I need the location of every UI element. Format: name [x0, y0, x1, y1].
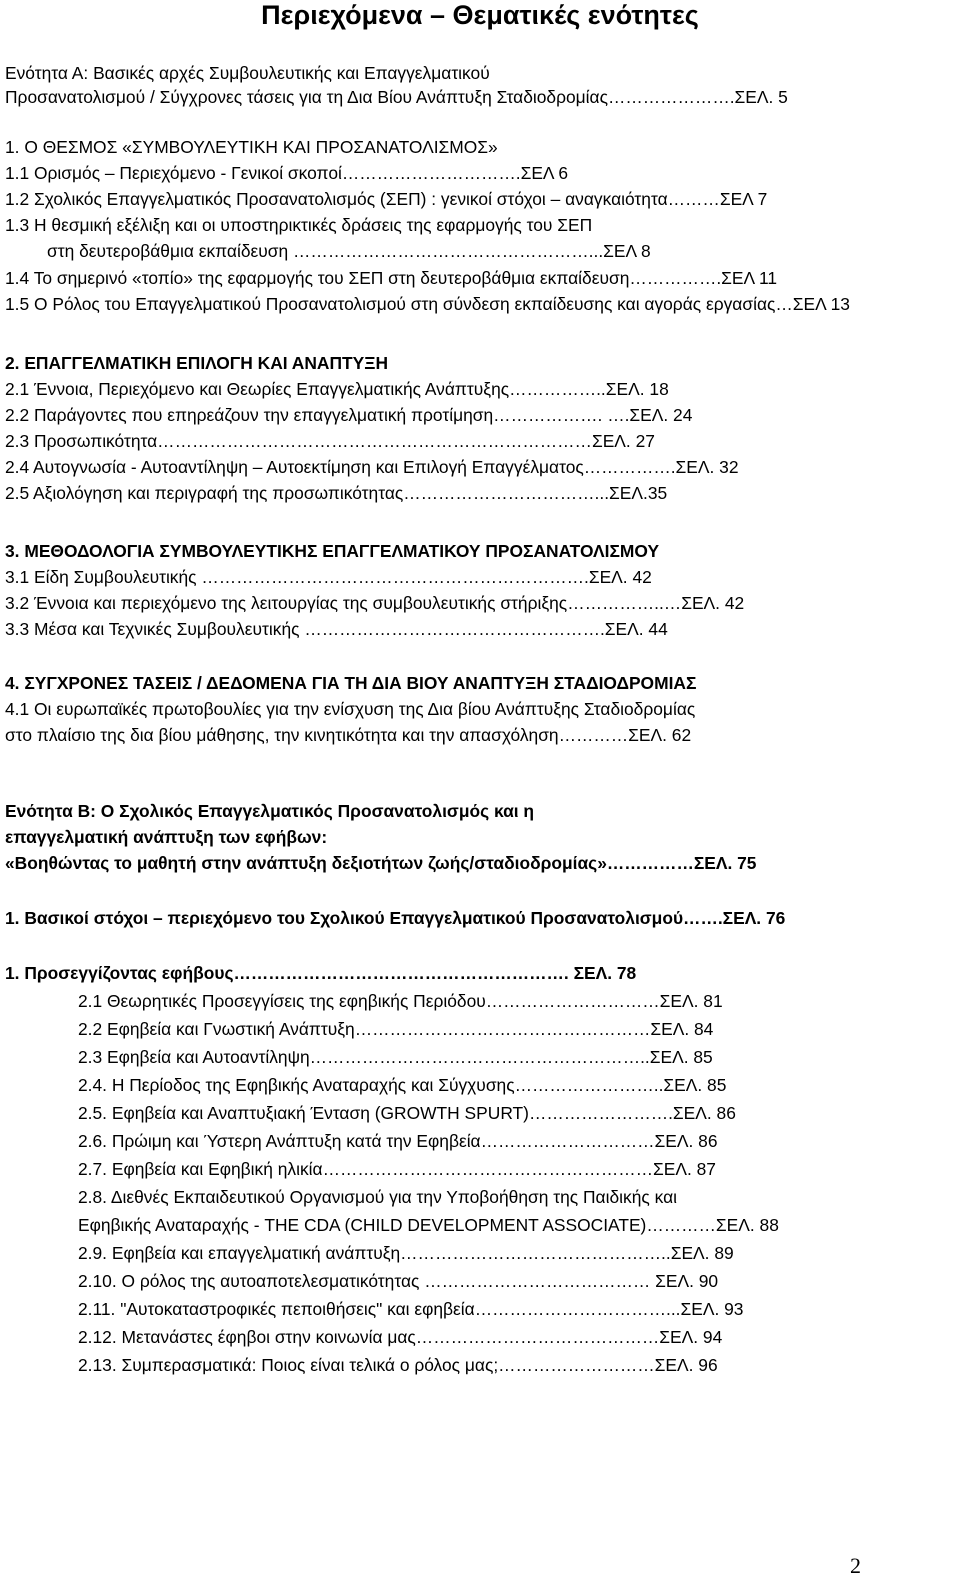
toc-entry-3-1: 3.1 Είδη Συμβουλευτικής ………………………………………………………….ΣΕΛ. 42	[5, 567, 652, 587]
toc-entry-1-2: 1.2 Σχολικός Επαγγελματικός Προσανατολισμός (ΣΕΠ) : γενικοί στόχοι – αναγκαιότητα………ΣΕΛ 7	[5, 189, 768, 209]
toc-entry-b-2-11: 2.11. "Αυτοκαταστροφικές πεποιθήσεις" και εφηβεία……………………………...ΣΕΛ. 93	[78, 1299, 744, 1319]
toc-entry-b-2-7: 2.7. Εφηβεία και Εφηβική ηλικία…………………………………………………ΣΕΛ. 87	[78, 1159, 716, 1179]
toc-entry-b-2-4: 2.4. Η Περίοδος της Εφηβικής Αναταραχής και Σύγχυσης……………………..ΣΕΛ. 85	[78, 1075, 727, 1095]
toc-entry-2-1: 2.1 Έννοια, Περιεχόμενο και Θεωρίες Επαγγελματικής Ανάπτυξης……………..ΣΕΛ. 18	[5, 379, 669, 399]
toc-entry-3-3: 3.3 Μέσα και Τεχνικές Συμβουλευτικής …………………………………………….ΣΕΛ. 44	[5, 619, 668, 639]
toc-entry-b-2-6: 2.6. Πρώιμη και Ύστερη Ανάπτυξη κατά την Εφηβεία…………………………ΣΕΛ. 86	[78, 1131, 718, 1151]
unit-a-heading-line2: Προσανατολισμού / Σύγχρονες τάσεις για τη Δια Βίου Ανάπτυξη Σταδιοδρομίας………………….ΣΕΛ. 5	[5, 87, 788, 107]
toc-entry-b-2-9: 2.9. Εφηβεία και επαγγελματική ανάπτυξη………………………………………..ΣΕΛ. 89	[78, 1243, 734, 1263]
unit-b-approach-entry: 1. Προσεγγίζοντας εφήβους…………………………………………………. ΣΕΛ. 78	[5, 963, 637, 983]
toc-entry-1-1: 1.1 Ορισμός – Περιεχόμενο - Γενικοί σκοποί………………………….ΣΕΛ 6	[5, 163, 569, 183]
toc-entry-1-3-cont: στη δευτεροβάθμια εκπαίδευση ……………………………………………...ΣΕΛ 8	[47, 241, 651, 261]
unit-a-heading-line1: Ενότητα Α: Βασικές αρχές Συμβουλευτικής και Επαγγελματικού	[5, 63, 490, 83]
toc-entry-b-2-2: 2.2 Εφηβεία και Γνωστική Ανάπτυξη……………………………………………ΣΕΛ. 84	[78, 1019, 714, 1039]
toc-entry-3-2: 3.2 Έννοια και περιεχόμενο της λειτουργίας της συμβουλευτικής στήριξης……………..…ΣΕΛ. 42	[5, 593, 745, 613]
toc-entry-b-2-12: 2.12. Μετανάστες έφηβοι στην κοινωνία μας……………………………………ΣΕΛ. 94	[78, 1327, 723, 1347]
unit-b-heading-line2: επαγγελματική ανάπτυξη των εφήβων:	[5, 827, 328, 847]
toc-entry-b-2-5: 2.5. Εφηβεία και Αναπτυξιακή Ένταση (GROWTH SPURT)…………………….ΣΕΛ. 86	[78, 1103, 736, 1123]
toc-entry-1-4: 1.4 Το σημερινό «τοπίο» της εφαρμογής του ΣΕΠ στη δευτεροβάθμια εκπαίδευση…………….ΣΕΛ 11	[5, 268, 778, 288]
chapter-2-title: 2. ΕΠΑΓΓΕΛΜΑΤΙΚΗ ΕΠΙΛΟΓΗ ΚΑΙ ΑΝΑΠΤΥΞΗ	[5, 353, 389, 373]
unit-b-heading-line1: Ενότητα Β: Ο Σχολικός Επαγγελματικός Προσανατολισμός και η	[5, 801, 535, 821]
toc-entry-1-3: 1.3 Η θεσμική εξέλιξη και οι υποστηρικτικές δράσεις της εφαρμογής του ΣΕΠ	[5, 215, 593, 235]
chapter-4-title: 4. ΣΥΓΧΡΟΝΕΣ ΤΑΣΕΙΣ / ΔΕΔΟΜΕΝΑ ΓΙΑ ΤΗ ΔΙΑ ΒΙΟΥ ΑΝΑΠΤΥΞΗ ΣΤΑΔΙΟΔΡΟΜΙΑΣ	[5, 673, 697, 693]
toc-entry-2-4: 2.4 Αυτογνωσία - Αυτοαντίληψη – Αυτοεκτίμηση και Επιλογή Επαγγέλματος…………….ΣΕΛ. 32	[5, 457, 739, 477]
chapter-3-title: 3. ΜΕΘΟΔΟΛΟΓΙΑ ΣΥΜΒΟΥΛΕΥΤΙΚΗΣ ΕΠΑΓΓΕΛΜΑΤΙΚΟΥ ΠΡΟΣΑΝΑΤΟΛΙΣΜΟΥ	[5, 541, 660, 561]
toc-entry-b-2-8-cont: Εφηβικής Αναταραχής - THE CDA (CHILD DEVELOPMENT ASSOCIATE)…………ΣΕΛ. 88	[78, 1215, 779, 1235]
toc-entry-b-2-8: 2.8. Διεθνές Εκπαιδευτικού Οργανισμού για την Υποβοήθηση της Παιδικής και	[78, 1187, 677, 1207]
toc-entry-4-1-cont: στο πλαίσιο της δια βίου μάθησης, την κινητικότητα και την απασχόληση…………ΣΕΛ. 62	[5, 725, 692, 745]
toc-entry-4-1: 4.1 Οι ευρωπαϊκές πρωτοβουλίες για την ενίσχυση της Δια βίου Ανάπτυξης Σταδιοδρομίας	[5, 699, 696, 719]
page-title: Περιεχόμενα – Θεματικές ενότητες	[261, 0, 699, 30]
toc-entry-2-3: 2.3 Προσωπικότητα…………………………………………………………………ΣΕΛ. 27	[5, 431, 655, 451]
toc-entry-2-5: 2.5 Αξιολόγηση και περιγραφή της προσωπικότητας……………………………...ΣΕΛ.35	[5, 483, 668, 503]
unit-b-goals-entry: 1. Βασικοί στόχοι – περιεχόμενο του Σχολικού Επαγγελματικού Προσανατολισμού…….ΣΕΛ. 76	[5, 908, 786, 928]
chapter-1-title: 1. Ο ΘΕΣΜΟΣ «ΣΥΜΒΟΥΛΕΥΤΙΚΗ ΚΑΙ ΠΡΟΣΑΝΑΤΟΛΙΣΜΟΣ»	[5, 137, 498, 157]
toc-entry-1-5: 1.5 Ο Ρόλος του Επαγγελματικού Προσανατολισμού στη σύνδεση εκπαίδευσης και αγοράς εργασίας…ΣΕΛ 13	[5, 294, 850, 314]
page-number: 2	[850, 1553, 861, 1578]
toc-entry-b-2-10: 2.10. Ο ρόλος της αυτοαποτελεσματικότητας ………………………………… ΣΕΛ. 90	[78, 1271, 719, 1291]
toc-entry-b-2-13: 2.13. Συμπερασματικά: Ποιος είναι τελικά ο ρόλος μας;………………………ΣΕΛ. 96	[78, 1355, 718, 1375]
unit-b-heading-line3: «Βοηθώντας το μαθητή στην ανάπτυξη δεξιοτήτων ζωής/σταδιοδρομίας»……………ΣΕΛ. 75	[5, 853, 757, 873]
toc-entry-2-2: 2.2 Παράγοντες που επηρεάζουν την επαγγελματική προτίμηση………………. ….ΣΕΛ. 24	[5, 405, 693, 425]
toc-entry-b-2-3: 2.3 Εφηβεία και Αυτοαντίληψη…………………………………………………..ΣΕΛ. 85	[78, 1047, 713, 1067]
toc-entry-b-2-1: 2.1 Θεωρητικές Προσεγγίσεις της εφηβικής Περιόδου…………………………ΣΕΛ. 81	[78, 991, 723, 1011]
